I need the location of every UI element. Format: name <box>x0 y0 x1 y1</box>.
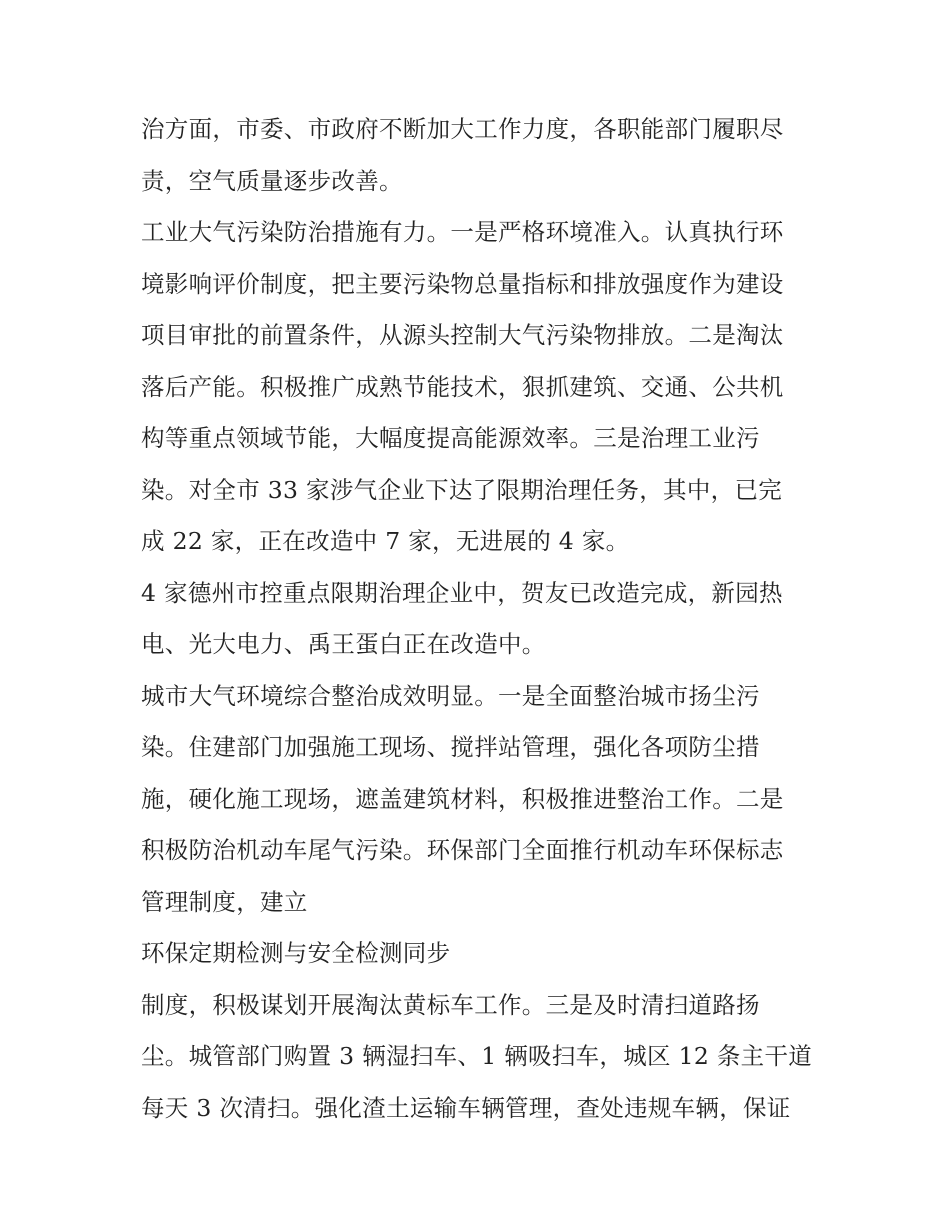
text-line: 成 22 家，正在改造中 7 家，无进展的 4 家。 <box>141 527 630 555</box>
text-line: 制度，积极谋划开展淘汰黄标车工作。三是及时清扫道路扬 <box>141 990 760 1019</box>
text-line: 施，硬化施工现场，遮盖建筑材料，积极推进整治工作。二是 <box>141 784 784 813</box>
text-line: 责，空气质量逐步改善。 <box>141 166 403 195</box>
text-line: 电、光大电力、禹王蛋白正在改造中。 <box>141 630 546 658</box>
text-line: 尘。城管部门购置 3 辆湿扫车、1 辆吸扫车，城区 12 条主干道 <box>141 1042 813 1070</box>
text-line: 城市大气环境综合整治成效明显。一是全面整治城市扬尘污 <box>141 681 760 710</box>
text-line: 工业大气污染防治措施有力。一是严格环境准入。认真执行环 <box>141 218 784 246</box>
text-line: 4 家德州市控重点限期治理企业中，贺友已改造完成，新园热 <box>141 578 783 607</box>
text-line: 环保定期检测与安全检测同步 <box>141 939 451 967</box>
text-line: 治方面，市委、市政府不断加大工作力度，各职能部门履职尽 <box>141 115 784 143</box>
document-body <box>141 104 821 1134</box>
text-line: 境影响评价制度，把主要污染物总量指标和排放强度作为建设 <box>141 269 784 298</box>
text-line: 积极防治机动车尾气污染。环保部门全面推行机动车环保标志 <box>141 836 784 864</box>
text-line: 项目审批的前置条件，从源头控制大气污染物排放。二是淘汰 <box>141 321 784 349</box>
text-line: 染。住建部门加强施工现场、搅拌站管理，强化各项防尘措 <box>141 733 760 761</box>
text-line: 落后产能。积极推广成熟节能技术，狠抓建筑、交通、公共机 <box>141 372 784 401</box>
text-line: 染。对全市 33 家涉气企业下达了限期治理任务，其中，已完 <box>141 475 783 504</box>
text-line: 管理制度，建立 <box>141 887 308 916</box>
text-line: 每天 3 次清扫。强化渣土运输车辆管理，查处违规车辆，保证 <box>141 1093 791 1122</box>
text-line: 构等重点领域节能，大幅度提高能源效率。三是治理工业污 <box>141 424 760 452</box>
